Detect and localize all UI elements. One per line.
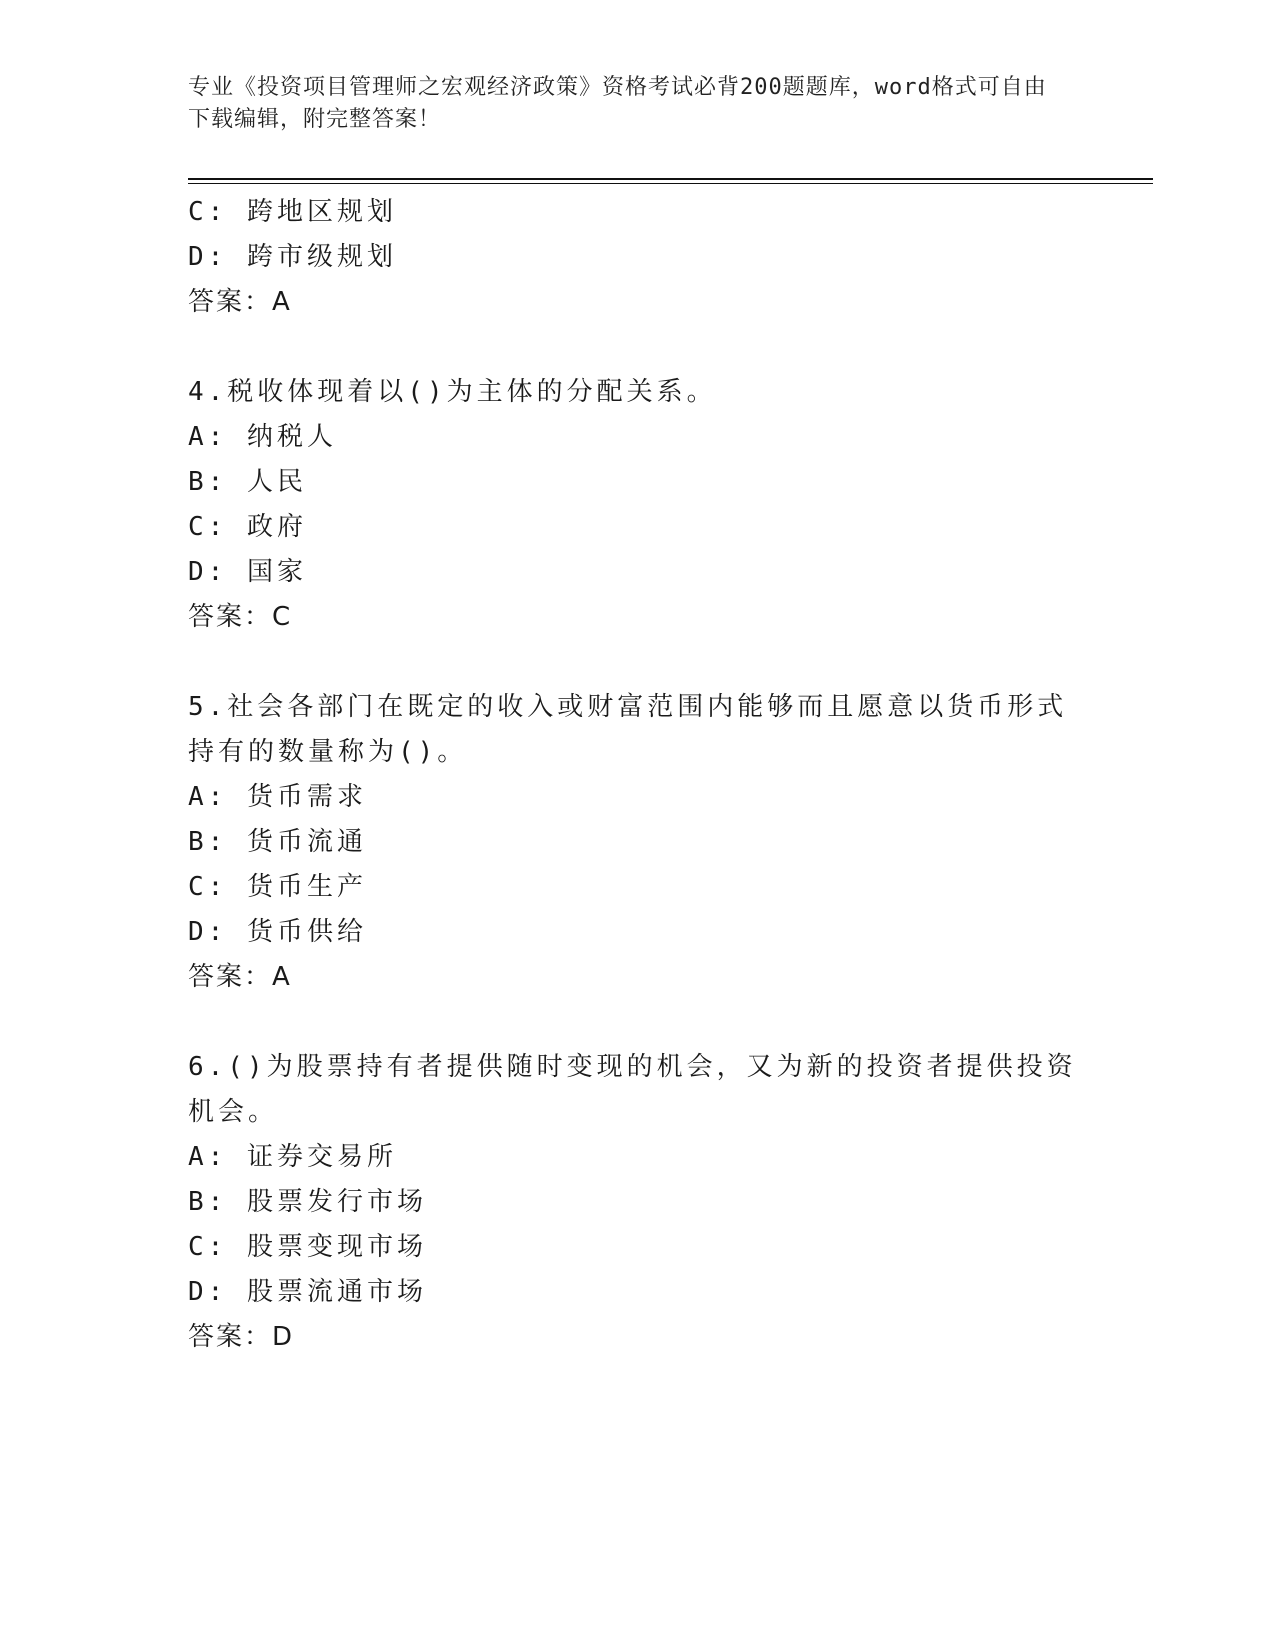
option-c: C: 货币生产 bbox=[188, 872, 367, 902]
option-d: D: 跨市级规划 bbox=[188, 242, 397, 272]
option-d: D: 货币供给 bbox=[188, 917, 367, 947]
option-b: B: 货币流通 bbox=[188, 827, 367, 857]
option-c: C: 跨地区规划 bbox=[188, 197, 397, 227]
header-divider-thick bbox=[188, 178, 1153, 180]
option-c: C: 股票变现市场 bbox=[188, 1232, 427, 1262]
question-6 bbox=[188, 1045, 1088, 1360]
answer: 答案：C bbox=[188, 602, 293, 632]
question-5 bbox=[188, 685, 1088, 1000]
option-d: D: 国家 bbox=[188, 557, 307, 587]
option-b: B: 人民 bbox=[188, 467, 307, 497]
question-stem: 6.()为股票持有者提供随时变现的机会，又为新的投资者提供投资机会。 bbox=[188, 1052, 1077, 1127]
question-4 bbox=[188, 370, 1088, 640]
option-a: A: 证券交易所 bbox=[188, 1142, 397, 1172]
question-3-continued bbox=[188, 190, 1088, 325]
question-stem: 5.社会各部门在既定的收入或财富范围内能够而且愿意以货币形式持有的数量称为()。 bbox=[188, 692, 1068, 767]
answer: 答案：D bbox=[188, 1322, 295, 1352]
answer: 答案：A bbox=[188, 962, 292, 992]
document-header: 专业《投资项目管理师之宏观经济政策》资格考试必背200题题库，word格式可自由下载编辑，附完整答案！ bbox=[188, 75, 1047, 132]
option-c: C: 政府 bbox=[188, 512, 307, 542]
answer: 答案：A bbox=[188, 287, 292, 317]
option-b: B: 股票发行市场 bbox=[188, 1187, 427, 1217]
header-divider-thin bbox=[188, 183, 1153, 184]
option-a: A: 货币需求 bbox=[188, 782, 367, 812]
option-a: A: 纳税人 bbox=[188, 422, 337, 452]
question-stem: 4.税收体现着以()为主体的分配关系。 bbox=[188, 377, 717, 407]
document-body bbox=[188, 190, 1088, 1360]
option-d: D: 股票流通市场 bbox=[188, 1277, 427, 1307]
